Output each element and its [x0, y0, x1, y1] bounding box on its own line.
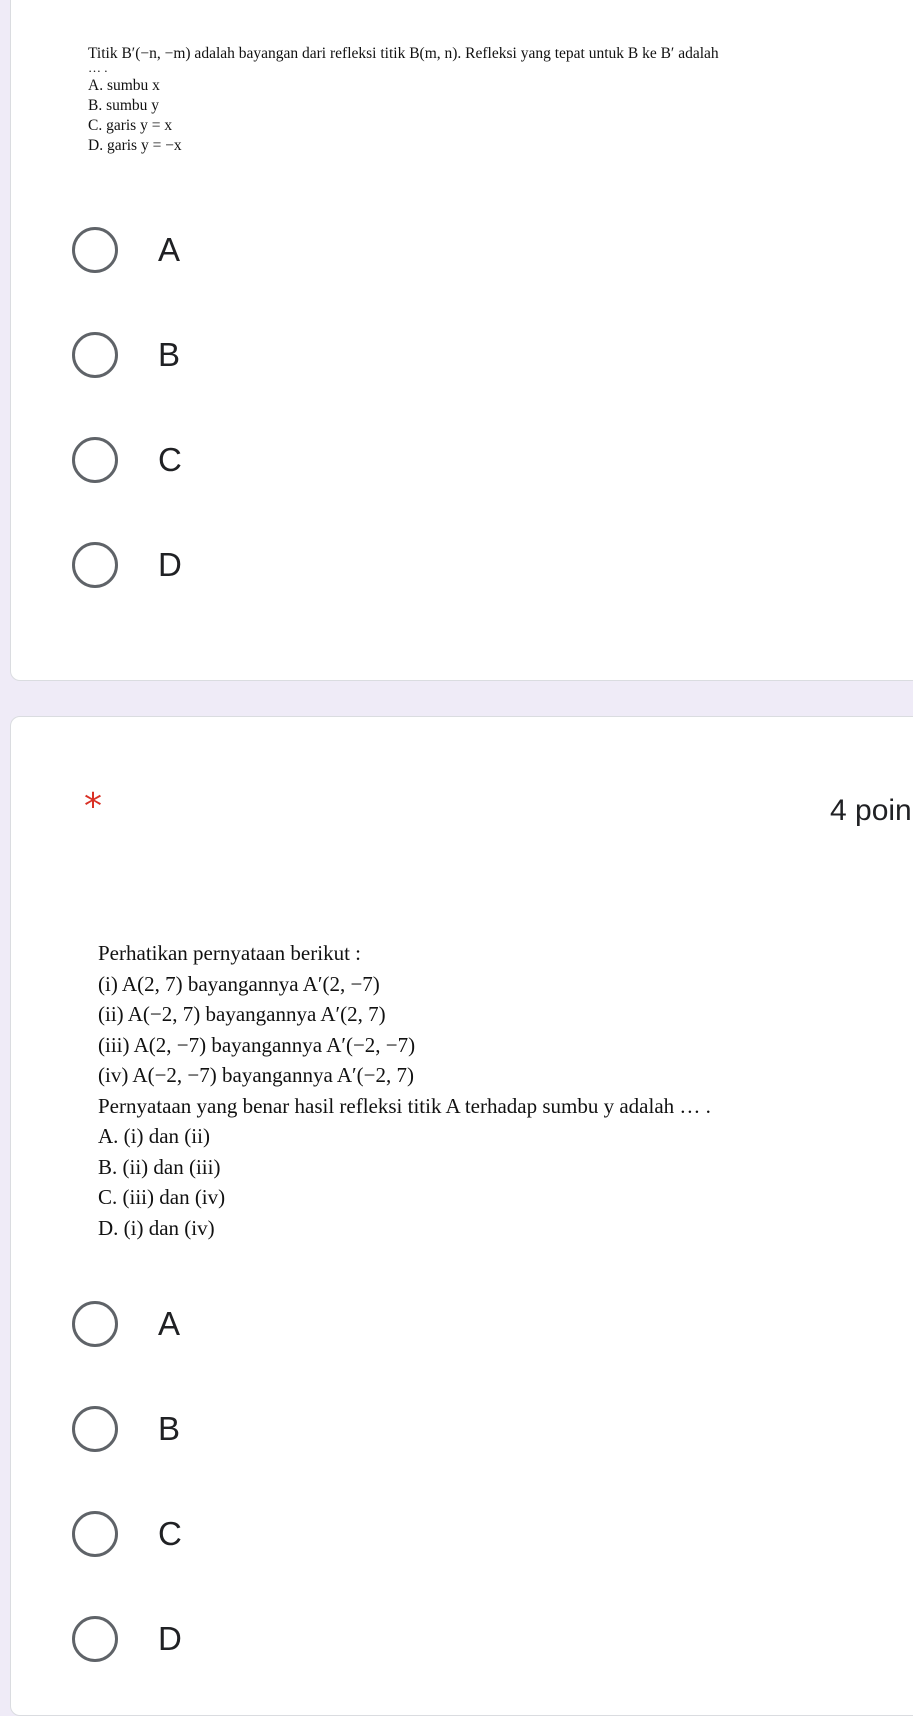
question-2-intro: Perhatikan pernyataan berikut : [98, 941, 361, 965]
question-2-stem: Pernyataan yang benar hasil refleksi titik A terhadap sumbu y adalah … . [98, 1093, 711, 1118]
statement-i: (i) A(2, 7) bayangannya A′(2, −7) [98, 971, 380, 996]
question-1-choice-b: B. sumbu y [88, 97, 160, 114]
radio-button-icon[interactable] [72, 542, 118, 588]
q1-option-c-label: C [158, 441, 182, 478]
radio-button-icon[interactable] [72, 437, 118, 483]
required-star-icon: * [84, 786, 102, 827]
question-1-choice-a: A. sumbu x [88, 77, 160, 94]
question-1-stem: Titik B′(−n, −m) adalah bayangan dari refleksi titik B(m, n). Refleksi yang tepat untuk B ke B′ adalah [88, 45, 719, 62]
points-label: 4 poin [830, 794, 912, 827]
question-2-choice-a: A. (i) dan (ii) [98, 1124, 210, 1148]
q2-option-a-label: A [158, 1305, 181, 1342]
q2-option-b-label: B [158, 1410, 181, 1447]
radio-button-icon[interactable] [72, 1406, 118, 1452]
question-1-choice-d: D. garis y = −x [88, 137, 182, 154]
question-2-choice-b: B. (ii) dan (iii) [98, 1154, 221, 1179]
question-1-image [88, 44, 719, 156]
radio-button-icon[interactable] [72, 1301, 118, 1347]
q1-option-a-label: A [158, 231, 181, 268]
radio-button-icon[interactable] [72, 1616, 118, 1662]
question-2-image [98, 938, 711, 1243]
q2-option-a[interactable] [72, 1296, 180, 1352]
q1-option-c[interactable] [72, 432, 182, 488]
statement-ii: (ii) A(−2, 7) bayangannya A′(2, 7) [98, 1002, 386, 1026]
q1-option-a[interactable] [72, 222, 180, 278]
radio-button-icon[interactable] [72, 227, 118, 273]
radio-button-icon[interactable] [72, 332, 118, 378]
q1-option-b-label: B [158, 336, 181, 373]
q1-option-d[interactable] [72, 537, 182, 593]
q1-option-b[interactable] [72, 327, 180, 383]
question-1-ellipsis: … . [88, 60, 108, 75]
statement-iv: (iv) A(−2, −7) bayangannya A′(−2, 7) [98, 1063, 414, 1087]
q2-option-b[interactable] [72, 1401, 180, 1457]
question-2-choice-c: C. (iii) dan (iv) [98, 1185, 226, 1209]
question-1-choice-c: C. garis y = x [88, 117, 173, 134]
q1-option-d-label: D [158, 546, 182, 583]
q2-option-c-label: C [158, 1515, 182, 1552]
q2-option-d[interactable] [72, 1611, 182, 1667]
q2-option-d-label: D [158, 1620, 182, 1657]
statement-iii: (iii) A(2, −7) bayangannya A′(−2, −7) [98, 1032, 416, 1057]
radio-button-icon[interactable] [72, 1511, 118, 1557]
q2-option-c[interactable] [72, 1506, 182, 1562]
question-2-choice-d: D. (i) dan (iv) [98, 1215, 215, 1240]
